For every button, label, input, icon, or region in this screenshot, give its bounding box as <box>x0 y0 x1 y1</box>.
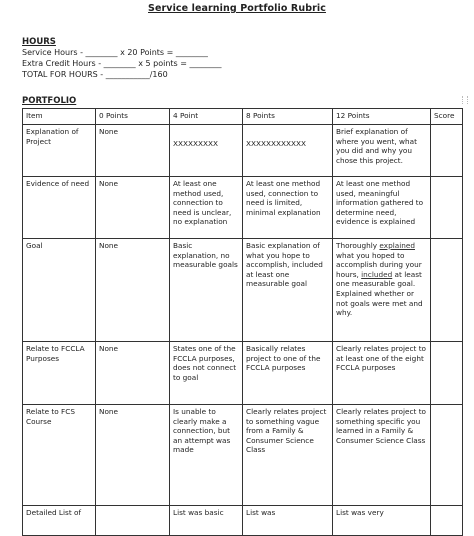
four-points-cell: Is unable to clearly make a connection, but an attempt was made <box>170 405 243 506</box>
score-cell <box>431 405 463 506</box>
twelve-points-cell: Clearly relates project to at least one of the eight FCCLA purposes <box>333 342 431 405</box>
twelve-points-cell: Clearly relates project to something specific you learned in a Family & Consumer Science Class <box>333 405 431 506</box>
column-header: 4 Point <box>170 109 243 125</box>
four-points-cell: XXXXXXXXX <box>170 125 243 177</box>
table-row <box>23 405 463 506</box>
cell-text: what you hoped to accomplish during your hours, <box>336 250 422 279</box>
cell-text-underlined: included <box>361 269 393 279</box>
table-row <box>23 177 463 239</box>
zero-points-cell: None <box>96 342 170 405</box>
four-points-cell: Basic explanation, no measurable goals <box>170 239 243 342</box>
total-hours-line: TOTAL FOR HOURS - ___________/160 <box>22 70 168 79</box>
header-row <box>23 109 463 125</box>
rubric-table <box>22 108 463 536</box>
item-cell: Evidence of need <box>23 177 96 239</box>
zero-points-cell: None <box>96 405 170 506</box>
document-title: Service learning Portfolio Rubric <box>148 3 326 14</box>
eight-points-cell: Clearly relates project to something vague from a Family & Consumer Science Class <box>243 405 333 506</box>
item-cell: Relate to FCCLA Purposes <box>23 342 96 405</box>
twelve-points-cell: At least one method used, meaningful information gathered to determine need, evidence is explained <box>333 177 431 239</box>
table-row <box>23 239 463 342</box>
item-cell: Relate to FCS Course <box>23 405 96 506</box>
score-cell <box>431 506 463 536</box>
cell-text: at least one measurable goal. Explained whether or not goals were met and why. <box>336 269 423 318</box>
four-points-cell: List was basic <box>170 506 243 536</box>
column-header: Score <box>431 109 463 125</box>
portfolio-heading: PORTFOLIO <box>22 96 77 106</box>
cell-text-underlined: explained <box>379 241 415 250</box>
zero-points-cell: None <box>96 125 170 177</box>
zero-points-cell: None <box>96 239 170 342</box>
table-row <box>23 342 463 405</box>
column-header: 12 Points <box>333 109 431 125</box>
column-header: 8 Points <box>243 109 333 125</box>
table-row <box>23 125 463 177</box>
score-cell <box>431 239 463 342</box>
eight-points-cell: At least one method used, connection to need is limited, minimal explanation <box>243 177 333 239</box>
table-row <box>23 506 463 536</box>
column-header: 0 Points <box>96 109 170 125</box>
item-cell: Explanation of Project <box>23 125 96 177</box>
extra-credit-hours-line: Extra Credit Hours - ________ x 5 points = ________ <box>22 59 222 68</box>
twelve-points-cell <box>333 239 431 342</box>
four-points-cell: At least one method used, connection to need is unclear, no explanation <box>170 177 243 239</box>
eight-points-cell: Basic explanation of what you hope to accomplish, included at least one measurable goal <box>243 239 333 342</box>
four-points-cell: States one of the FCCLA purposes, does not connect to goal <box>170 342 243 405</box>
zero-points-cell <box>96 506 170 536</box>
column-header: Item <box>23 109 96 125</box>
score-cell <box>431 125 463 177</box>
eight-points-cell: Basically relates project to one of the FCCLA purposes <box>243 342 333 405</box>
margin-marker <box>462 96 468 104</box>
item-cell: Detailed List of <box>23 506 96 536</box>
service-hours-line: Service Hours - ________ x 20 Points = ________ <box>22 48 208 57</box>
score-cell <box>431 177 463 239</box>
twelve-points-cell: Brief explanation of where you went, what you did and why you chose this project. <box>333 125 431 177</box>
score-cell <box>431 342 463 405</box>
eight-points-cell: List was <box>243 506 333 536</box>
item-cell: Goal <box>23 239 96 342</box>
zero-points-cell: None <box>96 177 170 239</box>
eight-points-cell: XXXXXXXXXXXX <box>243 125 333 177</box>
cell-text: Thoroughly <box>336 241 380 250</box>
hours-heading: HOURS <box>22 37 56 47</box>
twelve-points-cell: List was very <box>333 506 431 536</box>
